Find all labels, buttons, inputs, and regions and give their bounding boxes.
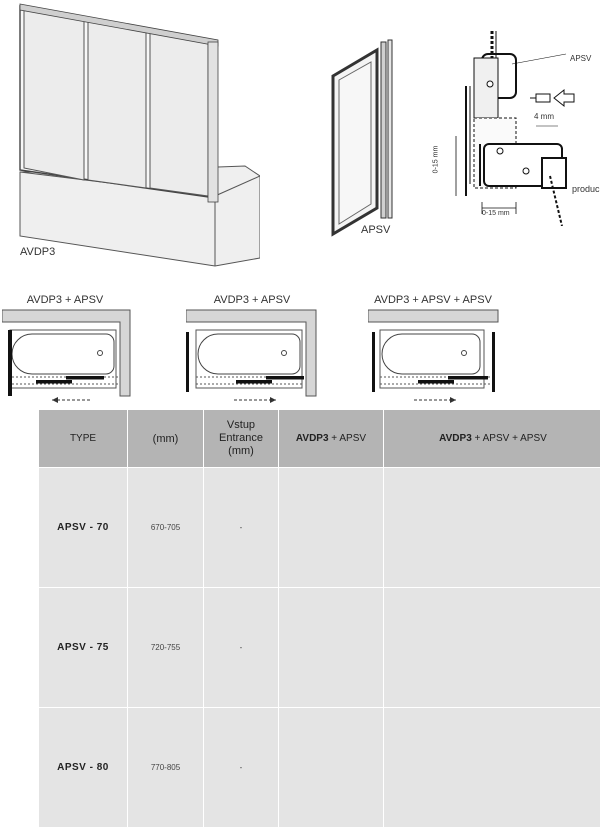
row-combo-1	[279, 588, 384, 708]
row-entrance: -	[204, 468, 279, 588]
header-entrance-line3: (mm)	[204, 445, 278, 458]
layout-2-title: AVDP3 + APSV	[172, 294, 332, 306]
header-type: TYPE	[39, 410, 128, 468]
row-combo-1	[279, 468, 384, 588]
detail-apsv-label: APSV	[570, 54, 591, 63]
row-entrance: -	[204, 588, 279, 708]
detail-vertical-dim: 0-15 mm	[432, 146, 439, 174]
table-row	[39, 588, 600, 708]
mounting-detail	[426, 26, 600, 226]
layout-3-title: AVDP3 + APSV + APSV	[353, 294, 513, 306]
detail-product-label: produc	[572, 184, 600, 194]
header-mm: (mm)	[128, 410, 204, 468]
header-entrance-line1: Vstup	[204, 419, 278, 432]
header-entrance	[204, 410, 279, 468]
header-combo-2-bold: AVDP3	[439, 433, 472, 444]
row-type: APSV - 80	[39, 708, 128, 828]
avdp3-illustration	[10, 0, 260, 270]
layout-1-title: AVDP3 + APSV	[0, 294, 145, 306]
row-combo-2	[384, 588, 600, 708]
row-combo-2	[384, 468, 600, 588]
row-range: 720-755	[128, 588, 204, 708]
header-combo-1-rest: + APSV	[329, 433, 367, 444]
table-header-row	[39, 410, 600, 468]
row-range: 770-805	[128, 708, 204, 828]
header-entrance-line2: Entrance	[204, 432, 278, 445]
header-combo-2-rest: + APSV + APSV	[472, 433, 547, 444]
avdp3-label: AVDP3	[20, 246, 55, 258]
header-combo-1-bold: AVDP3	[296, 433, 329, 444]
header-combo-1	[279, 410, 384, 468]
header-combo-2	[384, 410, 600, 468]
row-type: APSV - 75	[39, 588, 128, 708]
layout-3-diagram	[368, 308, 500, 408]
spec-table	[38, 409, 600, 828]
apsv-label: APSV	[361, 224, 390, 236]
row-range: 670-705	[128, 468, 204, 588]
layout-2-diagram	[186, 308, 318, 408]
apsv-illustration	[325, 38, 395, 238]
row-combo-2	[384, 708, 600, 828]
table-row	[39, 708, 600, 828]
detail-gap-label: 4 mm	[534, 112, 554, 121]
detail-horizontal-dim: 0-15 mm	[482, 210, 510, 217]
row-entrance: -	[204, 708, 279, 828]
row-combo-1	[279, 708, 384, 828]
table-row	[39, 468, 600, 588]
row-type: APSV - 70	[39, 468, 128, 588]
layout-1-diagram	[2, 308, 132, 408]
